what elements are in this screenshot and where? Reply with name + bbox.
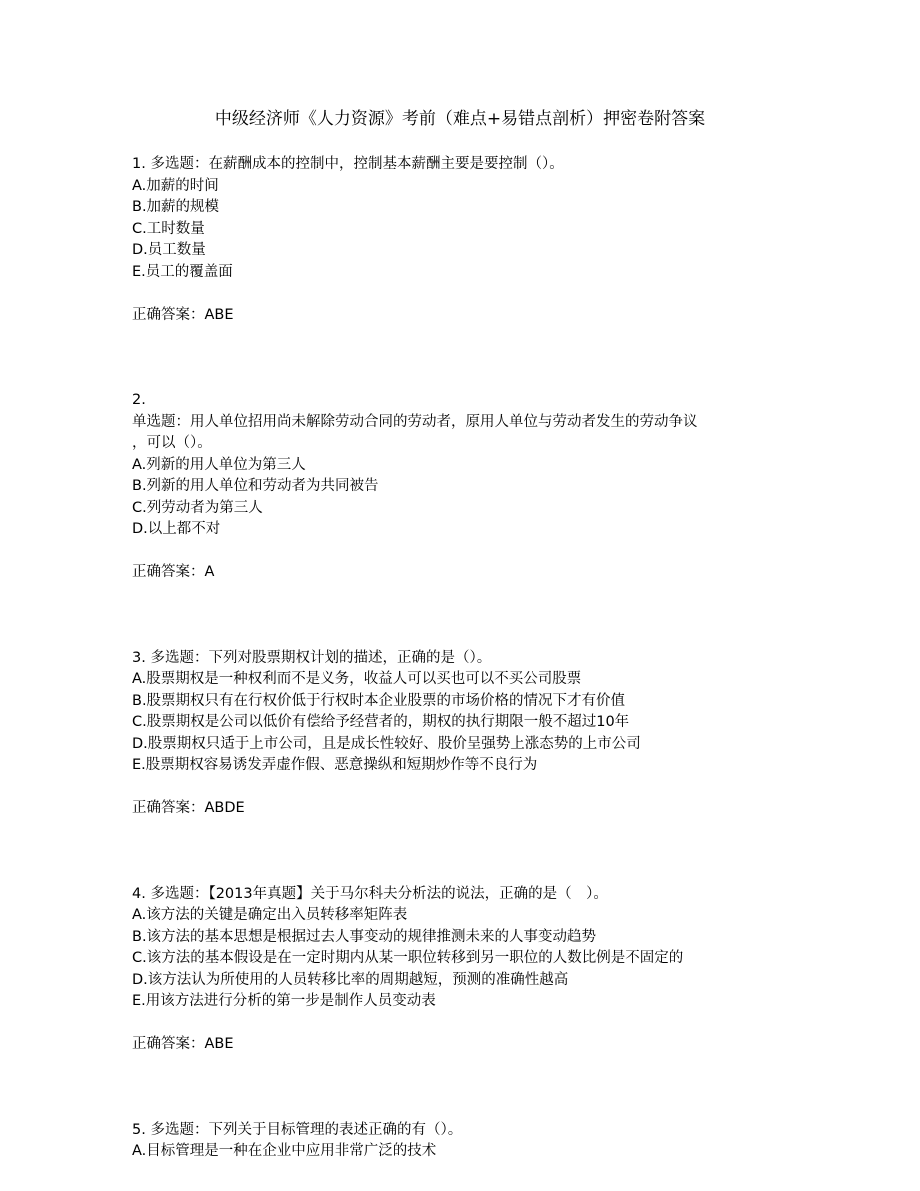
question-stem: 5. 多选题：下列关于目标管理的表述正确的有（）。 <box>132 1121 463 1138</box>
question-stem: 3. 多选题：下列对股票期权计划的描述，正确的是（）。 <box>132 649 492 666</box>
question-option: D.股票期权只适于上市公司，且是成长性较好、股价呈强势上涨态势的上市公司 <box>132 735 641 752</box>
question-block <box>132 884 792 1056</box>
question-answer: 正确答案：A <box>132 564 215 580</box>
question-block <box>132 154 792 326</box>
question-option: A.目标管理是一种在企业中应用非常广泛的技术 <box>132 1143 437 1159</box>
question-option: C.股票期权是公司以低价有偿给予经营者的，期权的执行期限一般不超过10年 <box>132 714 630 730</box>
question-block <box>132 1120 792 1163</box>
question-option: B.该方法的基本思想是根据过去人事变动的规律推测未来的人事变动趋势 <box>132 928 597 945</box>
question-block <box>132 648 792 820</box>
question-stem: ，可以（）。 <box>132 435 212 451</box>
question-option: C.列劳动者为第三人 <box>132 499 263 516</box>
question-answer: 正确答案：ABE <box>132 306 234 323</box>
question-option: E.用该方法进行分析的第一步是制作人员变动表 <box>132 993 436 1009</box>
question-option: C.该方法的基本假设是在一定时期内从某一职位转移到另一职位的人数比例是不固定的 <box>132 950 684 966</box>
question-stem: 单选题：用人单位招用尚未解除劳动合同的劳动者，原用人单位与劳动者发生的劳动争议 <box>132 413 698 430</box>
question-answer: 正确答案：ABE <box>132 1036 234 1052</box>
question-option: D.员工数量 <box>132 242 206 258</box>
question-option: E.员工的覆盖面 <box>132 263 233 280</box>
question-option: A.加薪的时间 <box>132 177 219 194</box>
question-option: D.该方法认为所使用的人员转移比率的周期越短，预测的准确性越高 <box>132 971 569 988</box>
question-option: B.列新的用人单位和劳动者为共同被告 <box>132 478 379 494</box>
question-list <box>132 154 792 1163</box>
question-option: D.以上都不对 <box>132 521 221 537</box>
question-option: C.工时数量 <box>132 220 205 237</box>
question-option: A.股票期权是一种权利而不是义务，收益人可以买也可以不买公司股票 <box>132 671 582 687</box>
question-option: B.股票期权只有在行权价低于行权时本企业股票的市场价格的情况下才有价值 <box>132 692 626 709</box>
question-option: A.列新的用人单位为第三人 <box>132 456 306 473</box>
question-number: 2. <box>132 392 146 408</box>
question-option: E.股票期权容易诱发弄虚作假、恶意操纵和短期炒作等不良行为 <box>132 757 538 773</box>
question-option: B.加薪的规模 <box>132 199 220 215</box>
question-answer: 正确答案：ABDE <box>132 800 245 816</box>
question-stem: 1. 多选题：在薪酬成本的控制中，控制基本薪酬主要是要控制（）。 <box>132 156 564 172</box>
document-title: 中级经济师《人力资源》考前（难点+易错点剖析）押密卷附答案 <box>214 109 706 129</box>
question-stem: 4. 多选题：【2013年真题】关于马尔科夫分析法的说法，正确的是（ ）。 <box>132 885 608 902</box>
question-block <box>132 390 792 584</box>
question-option: A.该方法的关键是确定出入员转移率矩阵表 <box>132 907 408 923</box>
